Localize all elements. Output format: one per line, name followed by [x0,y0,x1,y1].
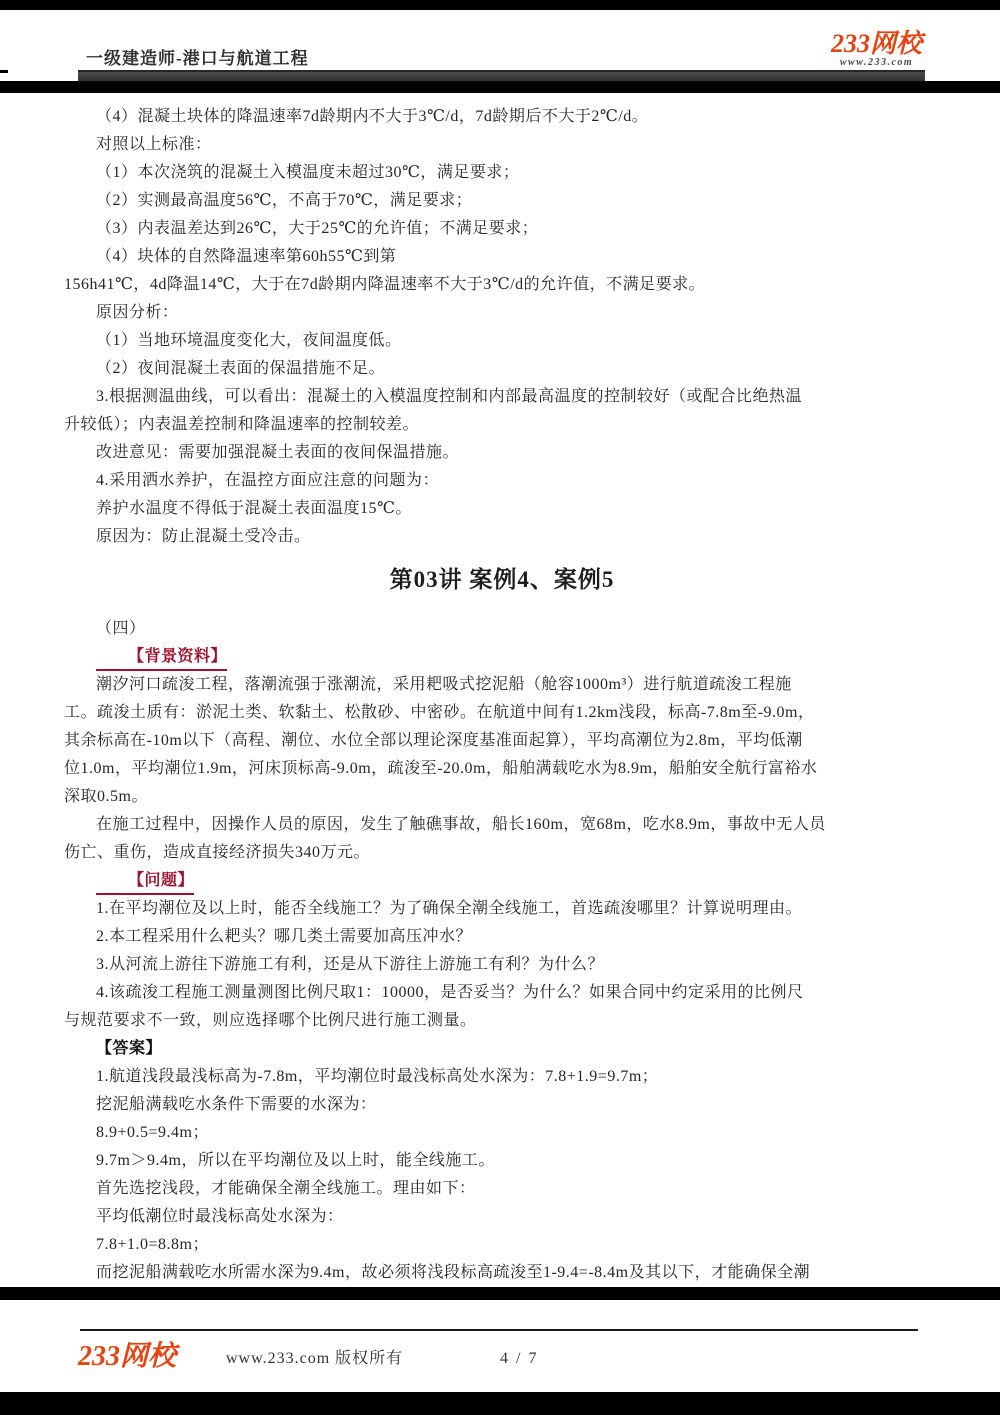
page-number: 4 / 7 [500,1350,539,1367]
text-line: 2.本工程采用什么耙头？哪几类土需要加高压冲水？ [96,928,473,945]
background-label-line [64,643,940,671]
footer-divider [80,1329,918,1331]
text-line: 深取0.5m。 [64,788,148,805]
answer-list [64,1063,940,1287]
text-line: （1）当地环境温度变化大，夜间温度低。 [96,332,402,349]
brand-site-url: www.233.com [839,57,914,68]
previous-case-answer-block [64,103,940,551]
header-divider [78,70,925,81]
text-line: 伤亡、重伤，造成直接经济损失340万元。 [64,844,371,861]
top-frame-bar [0,0,1000,10]
text-line: 7.8+1.0=8.8m； [96,1236,209,1253]
text-line: 改进意见：需要加强混凝土表面的夜间保温措施。 [96,444,460,461]
text-line: 4.采用洒水养护，在温控方面应注意的问题为： [96,472,440,489]
text-line: 3.根据测温曲线，可以看出：混凝土的入模温度控制和内部最高温度的控制较好（或配合比绝热温 [96,388,803,405]
case-number: （四） [96,620,146,637]
text-line: （2）夜间混凝土表面的保温措施不足。 [96,360,386,377]
questions-label-line [64,867,940,895]
text-line: 首先选挖浅段，才能确保全潮全线施工。理由如下： [96,1180,476,1197]
separator-bar-bottom [0,1287,1000,1300]
answer-label: 【答案】 [96,1040,163,1057]
text-line: 潮汐河口疏浚工程，落潮流强于涨潮流，采用耙吸式挖泥船（舱容1000m³）进行航道疏浚工程施 [96,676,792,693]
text-line: （4）块体的自然降温速率第60h55℃到第 [96,248,397,265]
text-line: 对照以上标准： [96,136,212,153]
brand-logo [831,31,922,68]
text-line: （3）内表温差达到26℃，大于25℃的允许值；不满足要求； [96,220,539,237]
text-line: 1.航道浅段最浅标高为-7.8m，平均潮位时最浅标高处水深为：7.8+1.9=9.7m； [96,1068,659,1085]
separator-bar-top [0,81,1000,93]
text-line: 1.在平均潮位及以上时，能否全线施工？为了确保全潮全线施工，首选疏浚哪里？计算说明理由。 [96,900,803,917]
text-line: 工。疏浚土质有：淤泥土类、软黏土、松散砂、中密砂。在航道中间有1.2km浅段，标高-7.8m至-9.0m， [64,704,815,721]
text-line: 而挖泥船满载吃水所需水深为9.4m，故必须将浅段标高疏浚至1-9.4=-8.4m及其以下，才能确保全潮 [96,1264,811,1281]
text-line: 原因分析： [96,304,179,321]
questions-label: 【问题】 [96,869,194,895]
text-line: （2）实测最高温度56℃，不高于70℃，满足要求； [96,192,473,209]
text-line: 平均低潮位时最浅标高处水深为： [96,1208,344,1225]
text-line: 原因为：防止混凝土受冷击。 [96,528,311,545]
text-line: 养护水温度不得低于混凝土表面温度15℃。 [96,500,412,517]
text-line: （1）本次浇筑的混凝土入模温度未超过30℃，满足要求； [96,164,520,181]
background-label: 【背景资料】 [96,645,227,671]
text-line: 4.该疏浚工程施工测量测图比例尺取1：10000，是否妥当？为什么？如果合同中约定采用的比例尺 [96,984,804,1001]
text-line: 3.从河流上游往下游施工有利，还是从下游往上游施工有利？为什么？ [96,956,605,973]
text-line: 升较低）；内表温差控制和降温速率的控制较差。 [64,416,420,433]
brand-logo-text: 233网校 [830,29,922,58]
footer-copyright: www.233.com 版权所有 [226,1350,404,1367]
text-line: 其余标高在-10m以下（高程、潮位、水位全部以理论深度基准面起算），平均高潮位为2.8m，平均低潮 [64,732,803,749]
lecture-title: 第03讲 案例4、案例5 [389,567,615,592]
background-paragraphs [64,671,940,867]
text-line: （4）混凝土块体的降温速率7d龄期内不大于3℃/d，7d龄期后不大于2℃/d。 [96,108,649,125]
question-list [64,895,940,1035]
text-line: 8.9+0.5=9.4m； [96,1124,209,1141]
bottom-frame-bar [0,1392,1000,1415]
document-body [0,93,1000,1287]
text-line: 156h41℃，4d降温14℃，大于在7d龄期内降温速率不大于3℃/d的允许值，不满足要求。 [64,276,706,293]
text-line: 在施工过程中，因操作人员的原因，发生了触礁事故，船长160m，宽68m，吃水8.9m，事故中无人员 [96,816,826,833]
footer-row [78,1339,940,1377]
text-line: 9.7m＞9.4m，所以在平均潮位及以上时，能全线施工。 [96,1152,495,1169]
page-header [0,10,1000,70]
text-line: 位1.0m，平均潮位1.9m，河床顶标高-9.0m，疏浚至-20.0m，船舶满载吃水为8.9m，船舶安全航行富裕水 [64,760,818,777]
header-divider-row [0,70,1000,81]
text-line: 与规范要求不一致，则应选择哪个比例尺进行施工测量。 [64,1012,477,1029]
text-line: 挖泥船满载吃水条件下需要的水深为： [96,1096,377,1113]
footer-logo-text: 233网校 [78,1341,177,1372]
course-title: 一级建造师-港口与航道工程 [86,49,309,68]
answer-label-line [64,1035,940,1063]
page-footer [0,1300,1000,1392]
